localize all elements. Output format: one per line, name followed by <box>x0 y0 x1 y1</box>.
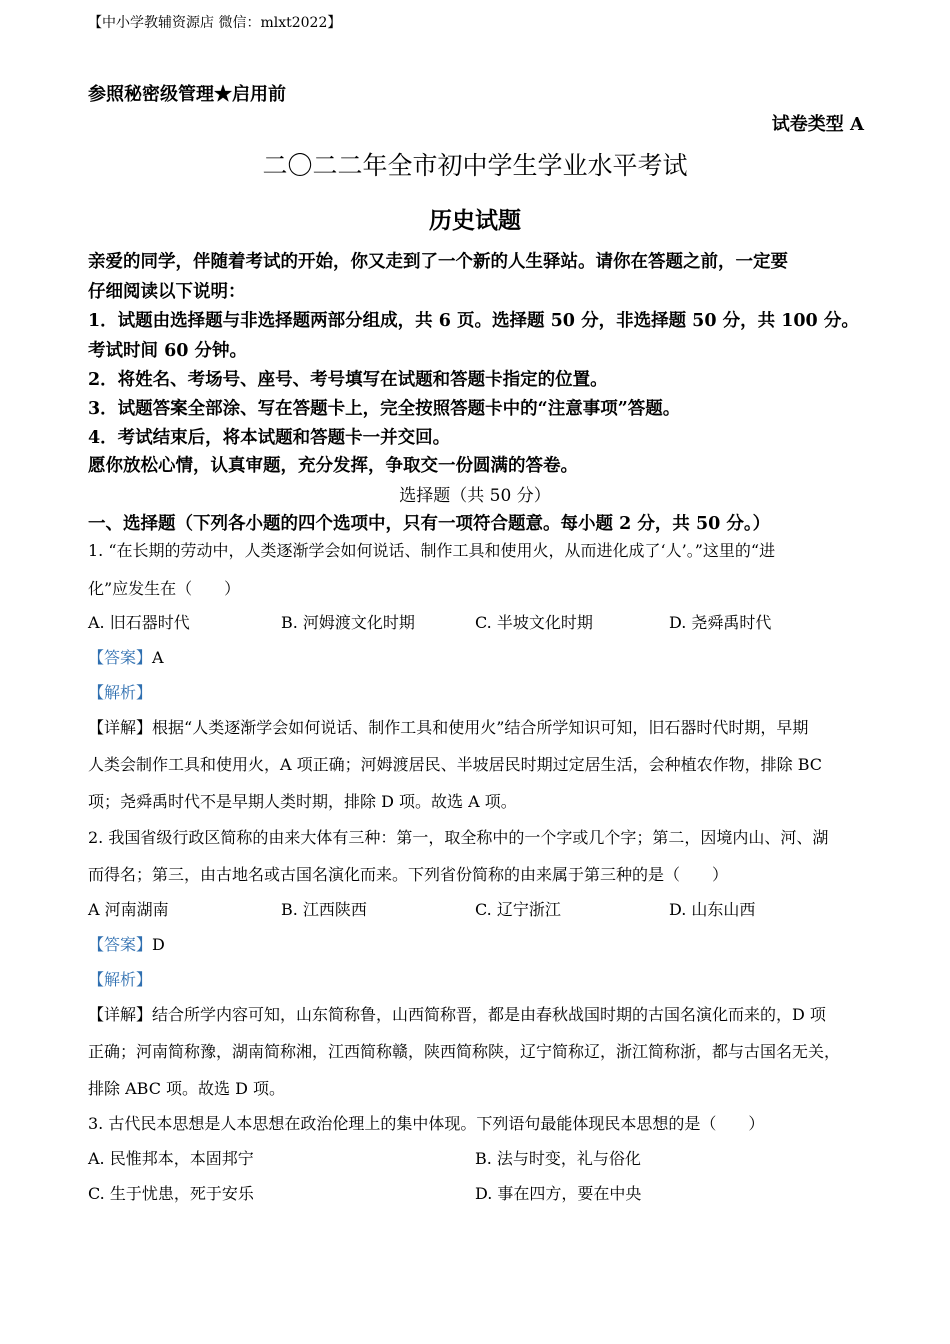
question-stem: 1. “在长期的劳动中，人类逐渐学会如何说话、制作工具和使用火，从而进化成了‘人’。”这里的“进 <box>88 541 776 560</box>
answer-line <box>88 645 164 668</box>
section-title: 选择题（共 50 分） <box>399 486 551 506</box>
header-note: 【中小学教辅资源店 微信：mlxt2022】 <box>88 15 342 31</box>
option-b: B. 江西陕西 <box>281 900 367 919</box>
option-a: A. 民惟邦本，本固邦宁 <box>88 1149 254 1168</box>
option-a: A 河南湖南 <box>88 900 169 919</box>
detail-tag: 【详解】 <box>88 718 153 737</box>
detail-text: 根据“人类逐渐学会如何说话、制作工具和使用火”结合所学知识可知，旧石器时代时期，早期 <box>152 718 809 737</box>
option-d: D. 事在四方，要在中央 <box>475 1184 642 1203</box>
option-b: B. 法与时变，礼与俗化 <box>475 1149 641 1168</box>
instruction-item: 4．考试结束后，将本试题和答题卡一并交回。 <box>88 428 451 448</box>
option-b: B. 河姆渡文化时期 <box>281 613 415 632</box>
intro-line: 亲爱的同学，伴随着考试的开始，你又走到了一个新的人生驿站。请你在答题之前，一定要 <box>88 252 788 272</box>
instruction-item: 1．试题由选择题与非选择题两部分组成，共 6 页。选择题 50 分，非选择题 50 分，共 100 分。 <box>88 311 859 331</box>
option-d: D. 山东山西 <box>669 900 756 919</box>
detail-line: 人类会制作工具和使用火，A 项正确；河姆渡居民、半坡居民时期过定居生活，会种植农作物，排除 BC <box>88 755 823 774</box>
answer-tag: 【答案】 <box>88 935 153 954</box>
detail-line <box>88 715 808 738</box>
paper-type: 试卷类型 A <box>771 114 864 135</box>
instruction-item: 3．试题答案全部涂、写在答题卡上，完全按照答题卡中的“注意事项”答题。 <box>88 399 681 419</box>
option-c: C. 半坡文化时期 <box>475 613 593 632</box>
question-stem: 3. 古代民本思想是人本思想在政治伦理上的集中体现。下列语句最能体现民本思想的是（ ） <box>88 1114 765 1133</box>
intro-line: 仔细阅读以下说明： <box>88 282 246 302</box>
detail-line: 正确；河南简称豫，湖南简称湘，江西简称赣，陕西简称陕，辽宁简称辽，浙江简称浙，都与古国名无关， <box>88 1042 841 1061</box>
detail-tag: 【详解】 <box>88 1005 153 1024</box>
option-c: C. 辽宁浙江 <box>475 900 561 919</box>
question-stem: 2. 我国省级行政区简称的由来大体有三种：第一，取全称中的一个字或几个字；第二，因境内山、河、湖 <box>88 828 829 847</box>
instruction-item: 2．将姓名、考场号、座号、考号填写在试题和答题卡指定的位置。 <box>88 370 608 390</box>
analysis-tag: 【解析】 <box>88 683 153 702</box>
detail-line: 项；尧舜禹时代不是早期人类时期，排除 D 项。故选 A 项。 <box>88 792 517 811</box>
exam-subtitle: 历史试题 <box>429 207 521 234</box>
answer-line <box>88 932 165 955</box>
answer-value: A <box>152 648 164 667</box>
question-stem: 化”应发生在（ ） <box>88 579 241 598</box>
question-stem: 而得名；第三，由古地名或古国名演化而来。下列省份简称的由来属于第三种的是（ ） <box>88 865 729 884</box>
detail-text: 结合所学内容可知，山东简称鲁，山西简称晋，都是由春秋战国时期的古国名演化而来的，D 项 <box>152 1005 826 1024</box>
answer-tag: 【答案】 <box>88 648 153 667</box>
closing-line: 愿你放松心情，认真审题，充分发挥，争取交一份圆满的答卷。 <box>88 456 578 476</box>
option-d: D. 尧舜禹时代 <box>669 613 772 632</box>
detail-line <box>88 1002 826 1025</box>
option-a: A. 旧石器时代 <box>88 613 190 632</box>
analysis-tag: 【解析】 <box>88 970 153 989</box>
secret-label: 参照秘密级管理★启用前 <box>88 84 286 105</box>
detail-line: 排除 ABC 项。故选 D 项。 <box>88 1079 286 1098</box>
part-heading: 一、选择题（下列各小题的四个选项中，只有一项符合题意。每小题 2 分，共 50 分。） <box>88 514 771 534</box>
exam-title: 二〇二二年全市初中学生学业水平考试 <box>262 151 688 180</box>
option-c: C. 生于忧患，死于安乐 <box>88 1184 254 1203</box>
answer-value: D <box>152 935 165 954</box>
instruction-item: 考试时间 60 分钟。 <box>88 341 248 361</box>
